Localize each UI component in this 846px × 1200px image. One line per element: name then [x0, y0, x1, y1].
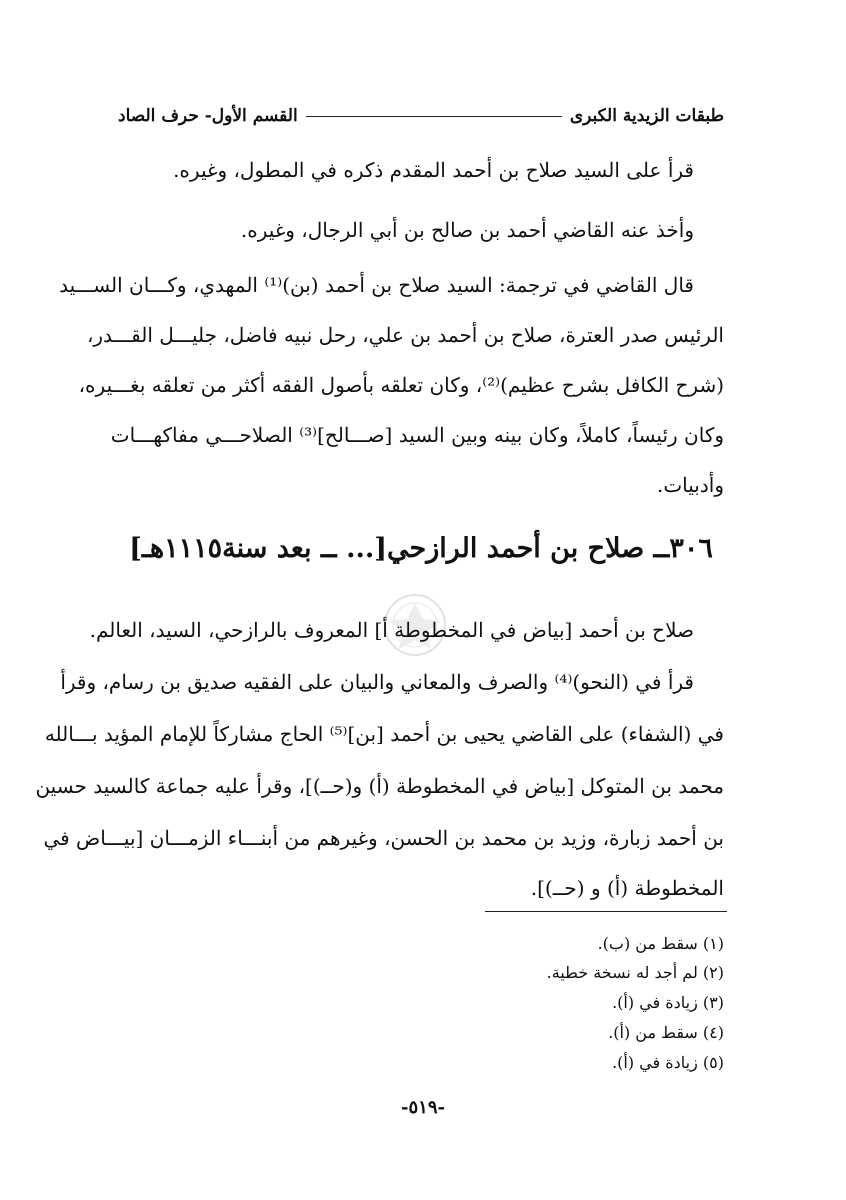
header-book-title: طبقات الزيدية الكبرى — [569, 106, 724, 126]
footnote-rule — [485, 911, 727, 912]
text-line: قرأ في (النحو)⁽⁴⁾ والصرف والمعاني والبيان على الفقيه صديق بن رسام، وقرأ — [60, 670, 694, 694]
text-line: وأخذ عنه القاضي أحمد بن صالح بن أبي الرجال، وغيره. — [240, 218, 694, 242]
header-rule — [306, 116, 562, 117]
text-line: (شرح الكافل بشرح عظيم)⁽²⁾، وكان تعلقه بأصول الفقه أكثر من تعلقه بغـــيره، — [78, 373, 724, 397]
text-line: قال القاضي في ترجمة: السيد صلاح بن أحمد (بن)⁽¹⁾ المهدي، وكـــان الســـيد — [59, 273, 694, 297]
page-number: -٥١٩- — [401, 1097, 445, 1118]
footnote-1: (١) سقط من (ب). — [597, 934, 724, 953]
running-header — [118, 106, 724, 126]
footnote-2: (٢) لم أجد له نسخة خطية. — [546, 963, 724, 982]
footnote-5: (٥) زيادة في (أ). — [612, 1053, 724, 1072]
entry-heading: ٣٠٦ــ صلاح بن أحمد الرازحي[... ــ بعد سنة١١١٥هـ] — [129, 533, 713, 564]
text-line: وكان رئيساً، كاملاً، وكان بينه وبين السيد [صـــالح]⁽³⁾ الصلاحـــي مفاكهـــات — [110, 423, 724, 447]
text-line: قرأ على السيد صلاح بن أحمد المقدم ذكره في المطول، وغيره. — [173, 158, 694, 182]
footnote-3: (٣) زيادة في (أ). — [612, 993, 724, 1012]
text-line: في (الشفاء) على القاضي يحيى بن أحمد [بن]⁽⁵⁾ الحاج مشاركاً للإمام المؤيد بـــالله — [44, 722, 724, 746]
text-line: الرئيس صدر العترة، صلاح بن أحمد بن علي، رحل نبيه فاضل، جليـــل القـــدر، — [86, 323, 724, 347]
text-line: وأدبيات. — [656, 473, 724, 497]
header-section-title: القسم الأول- حرف الصاد — [118, 106, 298, 126]
text-line: محمد بن المتوكل [بياض في المخطوطة (أ) و(حــ)]، وقرأ عليه جماعة كالسيد حسين — [35, 774, 724, 798]
text-line: بن أحمد زبارة، وزيد بن محمد بن الحسن، وغيرهم من أبنـــاء الزمـــان [بيـــاض في — [43, 826, 724, 850]
footnote-4: (٤) سقط من (أ). — [608, 1023, 724, 1042]
text-line: المخطوطة (أ) و (حــ)]. — [530, 876, 724, 900]
text-line: صلاح بن أحمد [بياض في المخطوطة أ] المعروف بالرازحي، السيد، العالم. — [89, 618, 694, 642]
